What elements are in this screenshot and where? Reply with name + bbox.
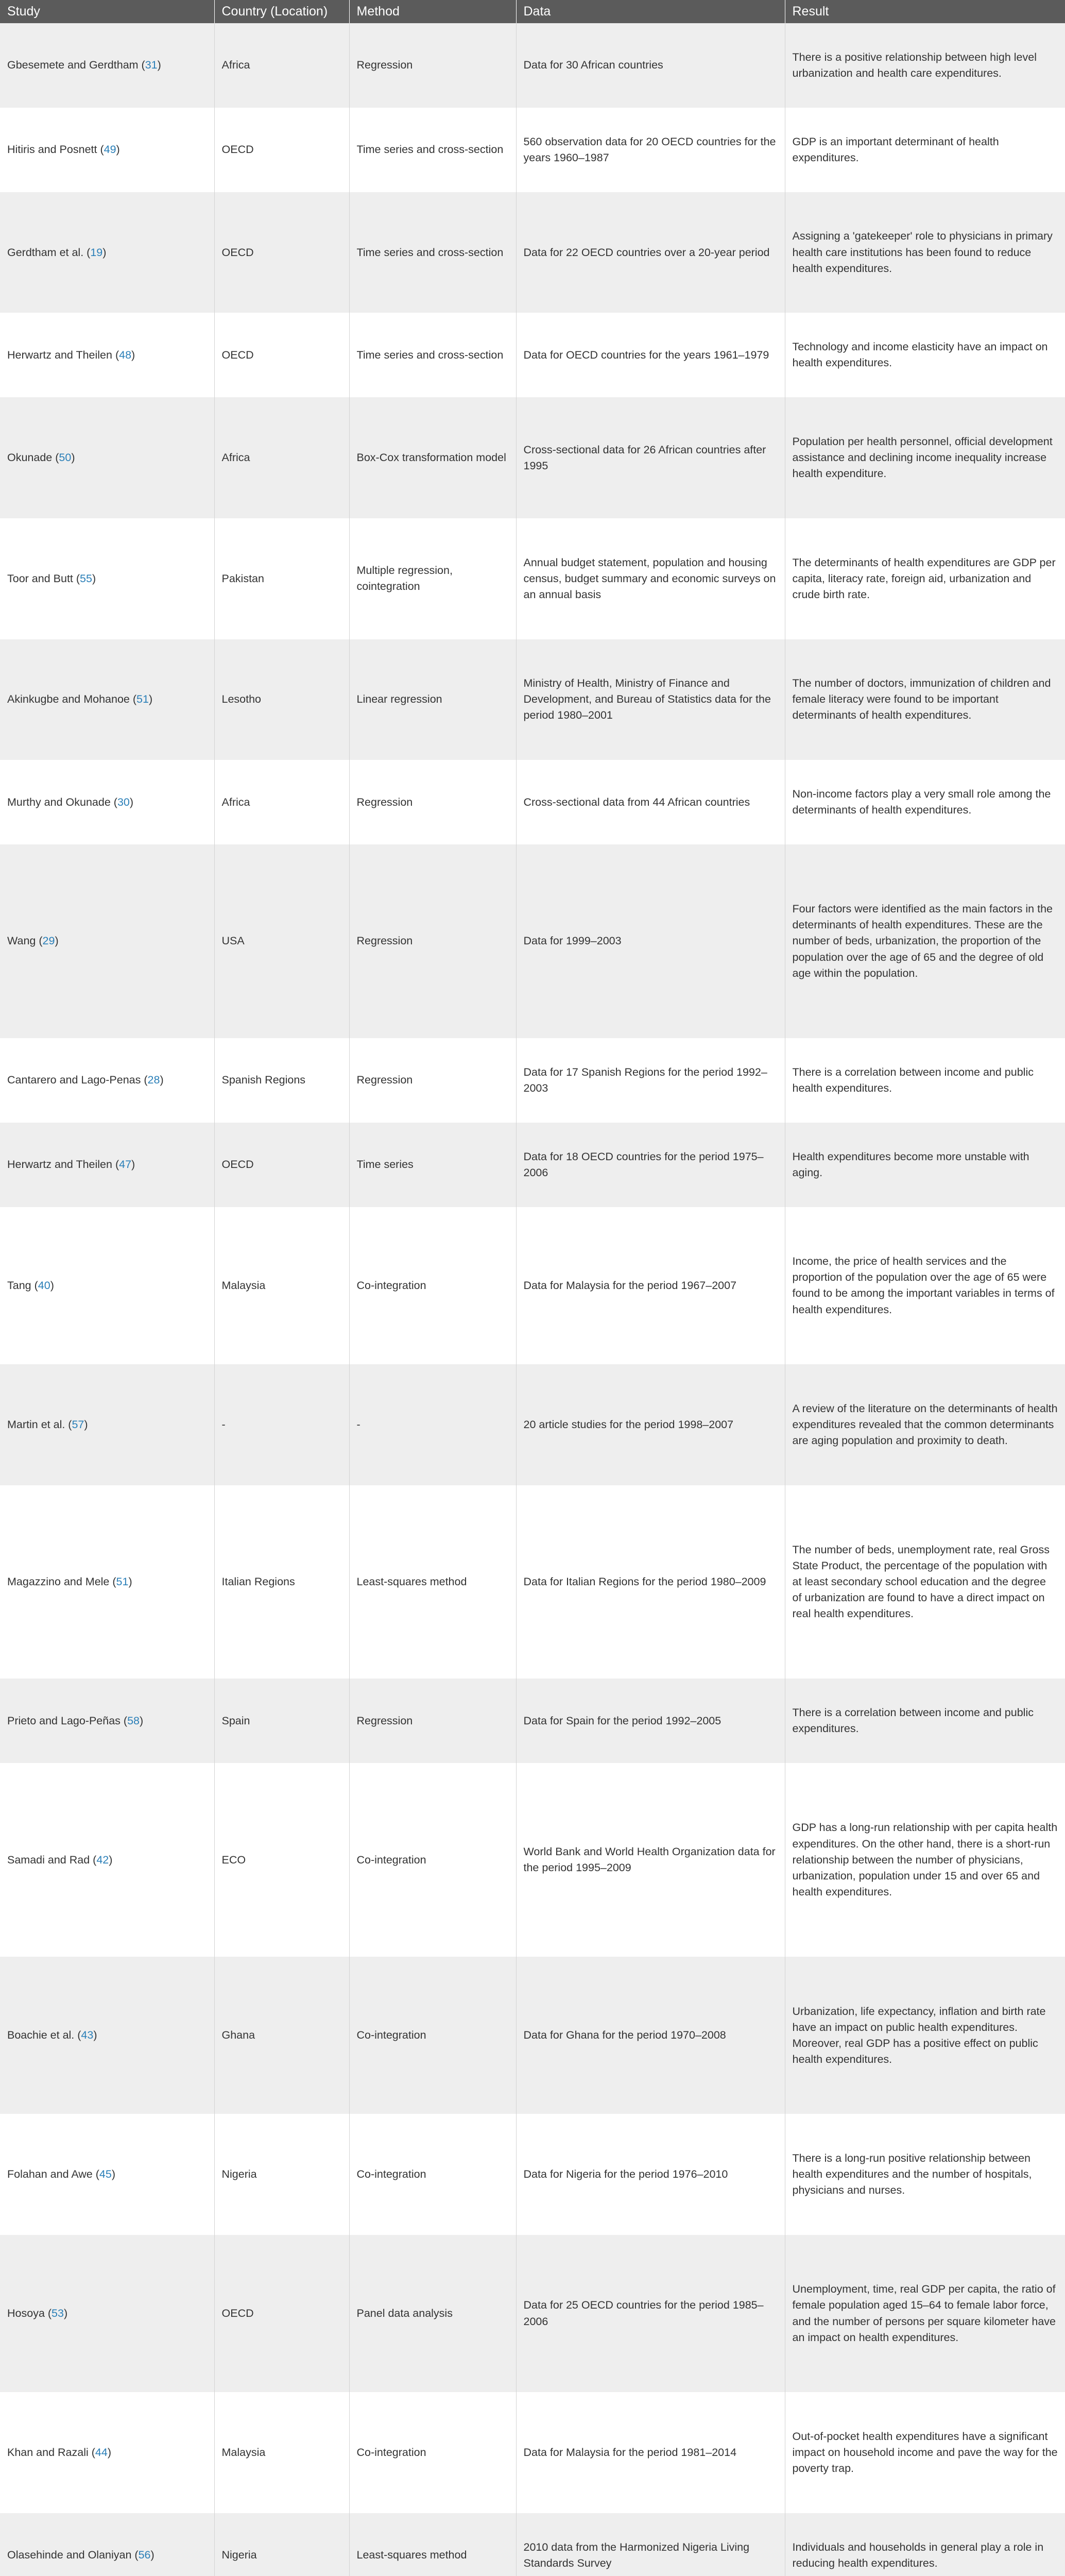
citation-link[interactable]: 55 xyxy=(80,572,92,585)
data-cell: Data for Italian Regions for the period 1980–2009 xyxy=(516,1485,785,1679)
citation-link[interactable]: 45 xyxy=(99,2168,112,2181)
country-cell: Spain xyxy=(214,1679,349,1763)
citation-link[interactable]: 40 xyxy=(38,1279,50,1292)
table-row xyxy=(0,1364,1065,1485)
data-cell: Cross-sectional data from 44 African countries xyxy=(516,760,785,844)
method-cell: Panel data analysis xyxy=(349,2235,516,2392)
result-cell: Out-of-pocket health expenditures have a significant impact on household income and pave the way for the poverty trap. xyxy=(785,2392,1065,2513)
table-row xyxy=(0,192,1065,313)
study-name: Toor and Butt xyxy=(7,572,73,585)
citation-link[interactable]: 19 xyxy=(90,246,103,259)
table-row xyxy=(0,108,1065,192)
country-cell: Malaysia xyxy=(214,1207,349,1364)
method-cell: Regression xyxy=(349,23,516,108)
study-name: Wang xyxy=(7,935,36,947)
result-cell: Individuals and households in general play a role in reducing health expenditures. xyxy=(785,2513,1065,2576)
header-method: Method xyxy=(349,0,516,23)
table-row xyxy=(0,2114,1065,2235)
result-cell: A review of the literature on the determinants of health expenditures revealed that the common determinants are aging population and proximity to death. xyxy=(785,1364,1065,1485)
data-cell: 560 observation data for 20 OECD countries for the years 1960–1987 xyxy=(516,108,785,192)
table-row xyxy=(0,1207,1065,1364)
country-cell: Pakistan xyxy=(214,518,349,639)
method-cell: Multiple regression, cointegration xyxy=(349,518,516,639)
study-name: Martin et al. xyxy=(7,1418,65,1431)
country-cell: USA xyxy=(214,844,349,1038)
country-cell: Malaysia xyxy=(214,2392,349,2513)
citation-link[interactable]: 48 xyxy=(119,348,132,361)
header-row xyxy=(0,0,1065,23)
study-name: Samadi and Rad xyxy=(7,1853,90,1866)
table-row xyxy=(0,1679,1065,1763)
result-cell: There is a long-run positive relationship between health expenditures and the number of hospitals, physicians and nurses. xyxy=(785,2114,1065,2235)
data-cell: Data for 18 OECD countries for the period 1975–2006 xyxy=(516,1123,785,1207)
citation-link[interactable]: 53 xyxy=(51,2307,64,2320)
study-cell: Cantarero and Lago-Penas (28) xyxy=(0,1038,214,1123)
table-row xyxy=(0,518,1065,639)
table-row xyxy=(0,1763,1065,1957)
data-cell: Data for Malaysia for the period 1967–2007 xyxy=(516,1207,785,1364)
country-cell: - xyxy=(214,1364,349,1485)
citation-link[interactable]: 47 xyxy=(119,1158,132,1171)
citation-link[interactable]: 49 xyxy=(104,143,116,156)
study-cell: Folahan and Awe (45) xyxy=(0,2114,214,2235)
study-name: Gerdtham et al. xyxy=(7,246,84,259)
table-row xyxy=(0,844,1065,1038)
citation-link[interactable]: 51 xyxy=(136,693,149,706)
result-cell: GDP is an important determinant of health expenditures. xyxy=(785,108,1065,192)
result-cell: Income, the price of health services and the proportion of the population over the age of 65 were found to be among the important variables in terms of health expenditures. xyxy=(785,1207,1065,1364)
study-cell: Okunade (50) xyxy=(0,397,214,518)
table-row xyxy=(0,1957,1065,2114)
citation-link[interactable]: 42 xyxy=(96,1853,109,1866)
data-cell: 2010 data from the Harmonized Nigeria Living Standards Survey xyxy=(516,2513,785,2576)
data-cell: Cross-sectional data for 26 African countries after 1995 xyxy=(516,397,785,518)
study-name: Prieto and Lago-Peñas xyxy=(7,1714,121,1727)
method-cell: Time series xyxy=(349,1123,516,1207)
data-cell: Data for 1999–2003 xyxy=(516,844,785,1038)
method-cell: Box-Cox transformation model xyxy=(349,397,516,518)
citation-link[interactable]: 43 xyxy=(81,2029,94,2042)
data-cell: Data for Malaysia for the period 1981–2014 xyxy=(516,2392,785,2513)
citation-link[interactable]: 51 xyxy=(116,1575,129,1588)
country-cell: Italian Regions xyxy=(214,1485,349,1679)
data-cell: Annual budget statement, population and housing census, budget summary and economic surveys on an annual basis xyxy=(516,518,785,639)
header-data: Data xyxy=(516,0,785,23)
data-cell: World Bank and World Health Organization data for the period 1995–2009 xyxy=(516,1763,785,1957)
study-cell: Wang (29) xyxy=(0,844,214,1038)
country-cell: Africa xyxy=(214,23,349,108)
study-name: Boachie et al. xyxy=(7,2029,75,2042)
citation-link[interactable]: 57 xyxy=(72,1418,84,1431)
result-cell: There is a positive relationship between high level urbanization and health care expenditures. xyxy=(785,23,1065,108)
study-cell: Martin et al. (57) xyxy=(0,1364,214,1485)
header-country: Country (Location) xyxy=(214,0,349,23)
study-cell: Herwartz and Theilen (48) xyxy=(0,313,214,397)
result-cell: Unemployment, time, real GDP per capita, the ratio of female population aged 15–64 to female labor force, and the number of persons per square kilometer have an impact on health expenditures. xyxy=(785,2235,1065,2392)
study-cell: Prieto and Lago-Peñas (58) xyxy=(0,1679,214,1763)
method-cell: - xyxy=(349,1364,516,1485)
study-cell: Hosoya (53) xyxy=(0,2235,214,2392)
study-name: Hitiris and Posnett xyxy=(7,143,97,156)
country-cell: Lesotho xyxy=(214,639,349,760)
study-name: Akinkugbe and Mohanoe xyxy=(7,693,130,706)
study-cell: Toor and Butt (55) xyxy=(0,518,214,639)
method-cell: Time series and cross-section xyxy=(349,192,516,313)
study-name: Okunade xyxy=(7,451,53,464)
country-cell: Nigeria xyxy=(214,2114,349,2235)
table-row xyxy=(0,23,1065,108)
data-cell: 20 article studies for the period 1998–2007 xyxy=(516,1364,785,1485)
header-study: Study xyxy=(0,0,214,23)
study-cell: Murthy and Okunade (30) xyxy=(0,760,214,844)
table-row xyxy=(0,2392,1065,2513)
method-cell: Time series and cross-section xyxy=(349,313,516,397)
table-row xyxy=(0,1123,1065,1207)
study-name: Folahan and Awe xyxy=(7,2168,93,2181)
table-row xyxy=(0,1485,1065,1679)
citation-link[interactable]: 30 xyxy=(117,795,130,808)
data-cell: Data for 30 African countries xyxy=(516,23,785,108)
result-cell: Four factors were identified as the main factors in the determinants of health expenditures. These are the number of beds, urbanization, the proportion of the population over the age of 65 and the degree of old age within the population. xyxy=(785,844,1065,1038)
table-header xyxy=(0,0,1065,23)
study-cell: Hitiris and Posnett (49) xyxy=(0,108,214,192)
table-row xyxy=(0,397,1065,518)
result-cell: Urbanization, life expectancy, inflation and birth rate have an impact on public health expenditures. Moreover, real GDP has a positive effect on public health expenditures. xyxy=(785,1957,1065,2114)
method-cell: Least-squares method xyxy=(349,2513,516,2576)
result-cell: Population per health personnel, official development assistance and declining income inequality increase health expenditure. xyxy=(785,397,1065,518)
study-cell: Boachie et al. (43) xyxy=(0,1957,214,2114)
citation-link[interactable]: 28 xyxy=(147,1074,160,1087)
method-cell: Linear regression xyxy=(349,639,516,760)
result-cell: Non-income factors play a very small role among the determinants of health expenditures. xyxy=(785,760,1065,844)
data-cell: Ministry of Health, Ministry of Finance and Development, and Bureau of Statistics data for the period 1980–2001 xyxy=(516,639,785,760)
result-cell: The number of beds, unemployment rate, real Gross State Product, the percentage of the population with at least secondary school education and the degree of urbanization are found to have a direct impact on real health expenditures. xyxy=(785,1485,1065,1679)
country-cell: OECD xyxy=(214,1123,349,1207)
study-cell: Tang (40) xyxy=(0,1207,214,1364)
country-cell: Africa xyxy=(214,760,349,844)
data-cell: Data for 25 OECD countries for the period 1985–2006 xyxy=(516,2235,785,2392)
citation-link[interactable]: 29 xyxy=(42,935,55,947)
study-name: Gbesemete and Gerdtham xyxy=(7,59,139,72)
data-cell: Data for Nigeria for the period 1976–2010 xyxy=(516,2114,785,2235)
result-cell: There is a correlation between income and public health expenditures. xyxy=(785,1038,1065,1123)
study-cell: Khan and Razali (44) xyxy=(0,2392,214,2513)
table-row xyxy=(0,1038,1065,1123)
study-name: Magazzino and Mele xyxy=(7,1575,110,1588)
citation-link[interactable]: 44 xyxy=(95,2446,108,2459)
method-cell: Regression xyxy=(349,844,516,1038)
result-cell: The number of doctors, immunization of children and female literacy were found to be important determinants of health expenditures. xyxy=(785,639,1065,760)
study-cell: Gerdtham et al. (19) xyxy=(0,192,214,313)
citation-link[interactable]: 31 xyxy=(145,59,158,72)
result-cell: Assigning a 'gatekeeper' role to physicians in primary health care institutions has been found to reduce health expenditures. xyxy=(785,192,1065,313)
table-body xyxy=(0,23,1065,2576)
method-cell: Regression xyxy=(349,1038,516,1123)
result-cell: The determinants of health expenditures are GDP per capita, literacy rate, foreign aid, urbanization and crude birth rate. xyxy=(785,518,1065,639)
result-cell: Health expenditures become more unstable with aging. xyxy=(785,1123,1065,1207)
study-cell: Samadi and Rad (42) xyxy=(0,1763,214,1957)
study-cell: Olasehinde and Olaniyan (56) xyxy=(0,2513,214,2576)
table-row xyxy=(0,760,1065,844)
data-cell: Data for Spain for the period 1992–2005 xyxy=(516,1679,785,1763)
header-result: Result xyxy=(785,0,1065,23)
method-cell: Co-integration xyxy=(349,1207,516,1364)
data-cell: Data for 22 OECD countries over a 20-year period xyxy=(516,192,785,313)
method-cell: Time series and cross-section xyxy=(349,108,516,192)
study-name: Murthy and Okunade xyxy=(7,795,111,808)
country-cell: Nigeria xyxy=(214,2513,349,2576)
citation-link[interactable]: 50 xyxy=(59,451,72,464)
country-cell: OECD xyxy=(214,313,349,397)
study-name: Herwartz and Theilen xyxy=(7,348,112,361)
method-cell: Co-integration xyxy=(349,1957,516,2114)
country-cell: Spanish Regions xyxy=(214,1038,349,1123)
study-name: Olasehinde and Olaniyan xyxy=(7,2549,132,2562)
method-cell: Least-squares method xyxy=(349,1485,516,1679)
study-name: Khan and Razali xyxy=(7,2446,89,2459)
table-row xyxy=(0,639,1065,760)
result-cell: Technology and income elasticity have an impact on health expenditures. xyxy=(785,313,1065,397)
study-cell: Herwartz and Theilen (47) xyxy=(0,1123,214,1207)
country-cell: OECD xyxy=(214,192,349,313)
study-name: Tang xyxy=(7,1279,31,1292)
country-cell: Ghana xyxy=(214,1957,349,2114)
result-cell: GDP has a long-run relationship with per capita health expenditures. On the other hand, there is a short-run relationship between the number of physicians, urbanization, population under 15 and over 65 and health expenditures. xyxy=(785,1763,1065,1957)
result-cell: There is a correlation between income and public expenditures. xyxy=(785,1679,1065,1763)
method-cell: Regression xyxy=(349,760,516,844)
country-cell: OECD xyxy=(214,108,349,192)
data-cell: Data for OECD countries for the years 1961–1979 xyxy=(516,313,785,397)
study-name: Herwartz and Theilen xyxy=(7,1158,112,1171)
study-name: Cantarero and Lago-Penas xyxy=(7,1074,141,1087)
table-row xyxy=(0,2235,1065,2392)
citation-link[interactable]: 58 xyxy=(127,1714,140,1727)
country-cell: ECO xyxy=(214,1763,349,1957)
study-name: Hosoya xyxy=(7,2307,45,2320)
method-cell: Regression xyxy=(349,1679,516,1763)
table-row xyxy=(0,2513,1065,2576)
table-row xyxy=(0,313,1065,397)
method-cell: Co-integration xyxy=(349,1763,516,1957)
study-cell: Gbesemete and Gerdtham (31) xyxy=(0,23,214,108)
method-cell: Co-integration xyxy=(349,2392,516,2513)
method-cell: Co-integration xyxy=(349,2114,516,2235)
citation-link[interactable]: 56 xyxy=(138,2549,151,2562)
data-cell: Data for 17 Spanish Regions for the period 1992–2003 xyxy=(516,1038,785,1123)
country-cell: Africa xyxy=(214,397,349,518)
study-cell: Magazzino and Mele (51) xyxy=(0,1485,214,1679)
data-cell: Data for Ghana for the period 1970–2008 xyxy=(516,1957,785,2114)
study-cell: Akinkugbe and Mohanoe (51) xyxy=(0,639,214,760)
country-cell: OECD xyxy=(214,2235,349,2392)
